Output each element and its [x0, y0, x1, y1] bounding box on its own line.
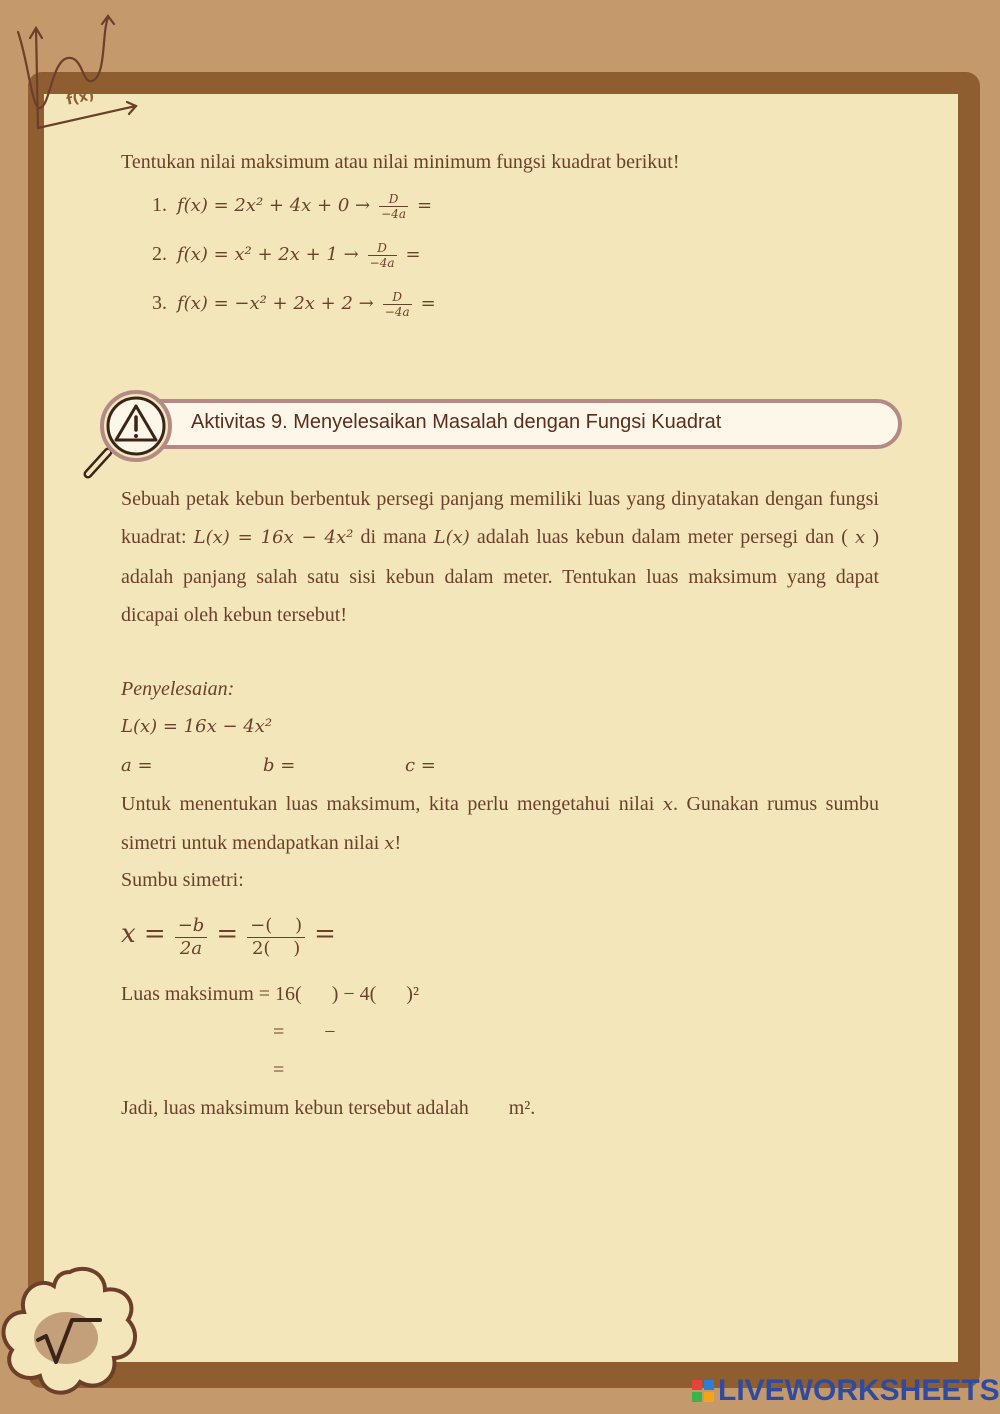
blank-fraction	[247, 915, 305, 960]
problem-number: 3.	[152, 292, 167, 315]
max-area-line: Luas maksimum = 16( ) − 4( )²	[121, 983, 419, 1005]
solution-function: L(x) = 16x − 4x²	[121, 716, 273, 737]
x-equals: x =	[121, 919, 166, 949]
problem-3	[152, 290, 436, 319]
fraction-numerator: D	[368, 241, 397, 256]
fraction-denominator: 2( )	[251, 937, 301, 959]
problem-expression: f(x) = −x² + 2x + 2 →	[177, 293, 374, 315]
instruction-text: Tentukan nilai maksimum atau nilai minimum fungsi kuadrat berikut!	[121, 151, 680, 173]
equals-sign: =	[420, 293, 436, 315]
graph-label: f(x)	[65, 87, 96, 109]
activity-title: Aktivitas 9. Menyelesaikan Masalah dengan Fungsi Kuadrat	[191, 411, 722, 433]
problem-text-part: Sebuah petak kebun berbentuk persegi panjang memiliki luas yang dinyatakan dengan fungsi kuadrat:	[121, 488, 879, 549]
equals-sign: =	[314, 919, 336, 949]
fraction	[383, 290, 412, 319]
max-area-line-3: =	[273, 1059, 285, 1081]
fraction-numerator: D	[379, 192, 408, 207]
c-coefficient-label: c =	[405, 755, 436, 776]
problem-expression: f(x) = 2x² + 4x + 0 →	[177, 195, 371, 217]
problem-2	[152, 241, 421, 270]
axis-of-symmetry-formula	[121, 906, 336, 964]
fraction-numerator: D	[383, 290, 412, 305]
variable-x: x	[855, 527, 866, 549]
solution-heading: Penyelesaian:	[121, 678, 235, 700]
equals-sign: =	[416, 195, 433, 217]
fraction-numerator: −( )	[247, 915, 305, 938]
fraction-numerator: −b	[175, 915, 208, 938]
fraction-denominator: −4a	[369, 256, 395, 270]
problem-expression: f(x) = x² + 2x + 1 →	[177, 244, 359, 266]
fraction-denominator: −4a	[381, 207, 406, 221]
fraction	[368, 241, 397, 270]
function-expression: L(x) = 16x − 4x²	[193, 527, 354, 549]
square-root-flower-icon	[0, 1262, 140, 1402]
fraction	[379, 192, 408, 221]
problem-1	[152, 192, 432, 221]
variable-x: x	[384, 833, 395, 855]
problem-paragraph	[121, 480, 879, 634]
axis-of-symmetry-label: Sumbu simetri:	[121, 869, 244, 891]
equals-sign: =	[405, 244, 421, 266]
liveworksheets-watermark: LIVEWORKSHEETS	[718, 1374, 1000, 1407]
problem-text-part: adalah luas kebun dalam meter persegi dan (	[469, 526, 856, 549]
a-coefficient-label: a =	[121, 755, 153, 776]
formula-fraction	[175, 915, 208, 960]
magnifier-warning-icon	[78, 386, 178, 486]
explanation-paragraph	[121, 785, 879, 864]
fraction-denominator: 2a	[179, 937, 203, 959]
liveworksheets-logo-icon	[692, 1380, 716, 1404]
problem-number: 2.	[152, 243, 167, 266]
max-area-line-2: = −	[273, 1021, 336, 1043]
variable-x: x	[662, 794, 673, 815]
problem-number: 1.	[152, 194, 167, 217]
problem-text-part: ) adalah panjang salah satu sisi kebun dalam meter. Tentukan luas maksimum yang dapat dicapai oleh kebun tersebut!	[121, 526, 879, 626]
problem-text-part: di mana	[353, 526, 434, 549]
conclusion-text: Jadi, luas maksimum kebun tersebut adalah m².	[121, 1097, 536, 1119]
b-coefficient-label: b =	[263, 755, 296, 776]
explanation-text: !	[394, 832, 402, 855]
equals-sign: =	[216, 919, 239, 949]
explanation-text: . Gunakan rumus sumbu simetri untuk mendapatkan nilai	[121, 793, 879, 855]
function-name: L(x)	[433, 527, 470, 549]
function-graph-icon	[10, 10, 145, 135]
explanation-text: Untuk menentukan luas maksimum, kita perlu mengetahui nilai	[121, 793, 663, 815]
fraction-denominator: −4a	[384, 305, 410, 319]
